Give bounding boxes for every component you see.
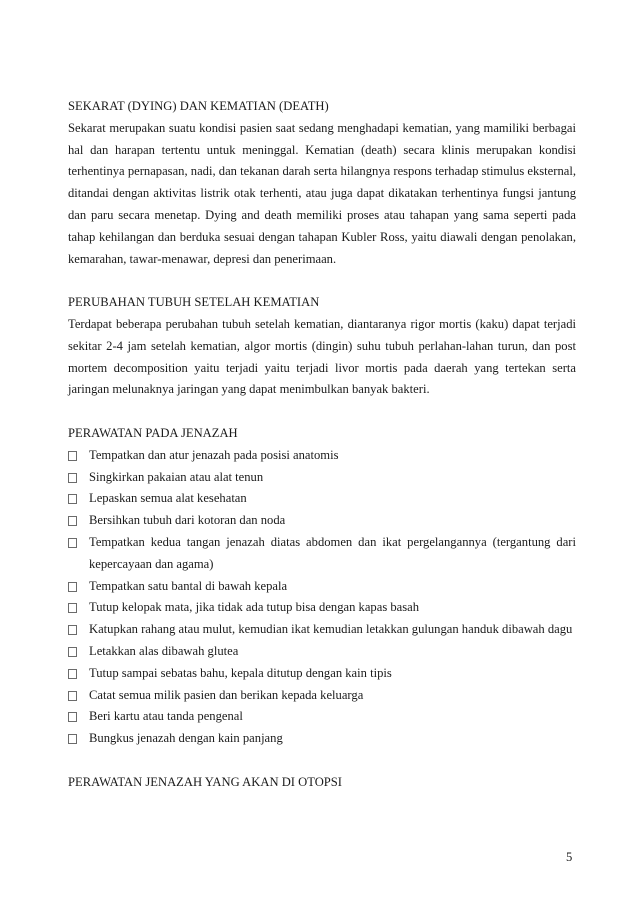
- list-item: [68, 445, 576, 467]
- list-item-text: Tutup kelopak mata, jika tidak ada tutup bisa dengan kapas basah: [89, 600, 420, 615]
- list-item: [68, 706, 576, 728]
- list-item-text: Bersihkan tubuh dari kotoran dan noda: [89, 513, 286, 528]
- checkbox-bullet-icon: [68, 691, 77, 701]
- list-item-text: Bungkus jenazah dengan kain panjang: [89, 731, 283, 746]
- list-item: [68, 488, 576, 510]
- checkbox-bullet-icon: [68, 603, 77, 613]
- section-heading-autopsy: PERAWATAN JENAZAH YANG AKAN DI OTOPSI: [68, 774, 342, 789]
- checkbox-bullet-icon: [68, 582, 77, 592]
- list-item-text: Tempatkan satu bantal di bawah kepala: [89, 578, 288, 593]
- list-item: [68, 597, 576, 619]
- list-item: [68, 467, 576, 489]
- page-content: [68, 96, 576, 794]
- checkbox-bullet-icon: [68, 473, 77, 483]
- section-spacer: [68, 401, 576, 423]
- checkbox-bullet-icon: [68, 625, 77, 635]
- page-number: 5: [566, 850, 573, 864]
- checkbox-bullet-icon: [68, 647, 77, 657]
- list-item-text: Tempatkan dan atur jenazah pada posisi anatomis: [89, 447, 339, 462]
- section-paragraph-dying: Sekarat merupakan suatu kondisi pasien saat sedang menghadapi kematian, yang mamiliki berbagai hal dan harapan tertentu untuk meninggal. Kematian (death) secara klinis merupakan kondisi terhentinya pernapasan, nadi, dan tekanan darah serta hilangnya respons terhadap stimulus eksternal, ditandai dengan aktivitas listrik otak terhenti, atau juga dapat dikatakan terhentinya fungsi jantung dan paru secara menetap. Dying and death memiliki proses atau tahapan yang sama seperti pada tahap kehilangan dan berduka sesuai dengan tahapan Kubler Ross, yaitu diawali dengan penolakan, kemarahan, tawar-menawar, depresi dan penerimaan.: [68, 120, 576, 266]
- section-heading-changes: PERUBAHAN TUBUH SETELAH KEMATIAN: [68, 295, 320, 310]
- list-item: [68, 532, 576, 576]
- checkbox-bullet-icon: [68, 516, 77, 526]
- section-heading-care: PERAWATAN PADA JENAZAH: [68, 425, 238, 440]
- list-item: [68, 576, 576, 598]
- list-item: [68, 728, 576, 750]
- list-item-text: Tutup sampai sebatas bahu, kepala ditutup dengan kain tipis: [89, 665, 392, 680]
- list-item-text: Singkirkan pakaian atau alat tenun: [89, 469, 264, 484]
- checkbox-bullet-icon: [68, 712, 77, 722]
- list-item-text: Beri kartu atau tanda pengenal: [89, 709, 243, 724]
- section-spacer: [68, 750, 576, 772]
- list-item: [68, 619, 576, 641]
- list-item: [68, 663, 576, 685]
- list-item-text: Tempatkan kedua tangan jenazah diatas abdomen dan ikat pergelangannya (tergantung dari kepercayaan dan agama): [89, 534, 576, 571]
- list-item-text: Lepaskan semua alat kesehatan: [89, 491, 247, 506]
- list-item-text: Catat semua milik pasien dan berikan kepada keluarga: [89, 687, 364, 702]
- list-item: [68, 510, 576, 532]
- checkbox-bullet-icon: [68, 451, 77, 461]
- checkbox-bullet-icon: [68, 669, 77, 679]
- list-item-text: Letakkan alas dibawah glutea: [89, 643, 239, 658]
- checkbox-bullet-icon: [68, 494, 77, 504]
- list-item: [68, 685, 576, 707]
- section-spacer: [68, 270, 576, 292]
- care-steps-list: [68, 445, 576, 750]
- checkbox-bullet-icon: [68, 538, 77, 548]
- checkbox-bullet-icon: [68, 734, 77, 744]
- section-paragraph-changes: Terdapat beberapa perubahan tubuh setelah kematian, diantaranya rigor mortis (kaku) dapat terjadi sekitar 2-4 jam setelah kematian, algor mortis (dingin) suhu tubuh perlahan-lahan turun, dan post mortem decomposition yaitu terjadi yaitu terjadi livor mortis pada daerah yang tertekan serta jaringan melunaknya jaringan yang dapat menimbulkan banyak bakteri.: [68, 316, 576, 397]
- list-item-text: Katupkan rahang atau mulut, kemudian ikat kemudian letakkan gulungan handuk dibawah dagu: [89, 622, 573, 637]
- section-heading-dying: SEKARAT (DYING) DAN KEMATIAN (DEATH): [68, 99, 329, 113]
- list-item: [68, 641, 576, 663]
